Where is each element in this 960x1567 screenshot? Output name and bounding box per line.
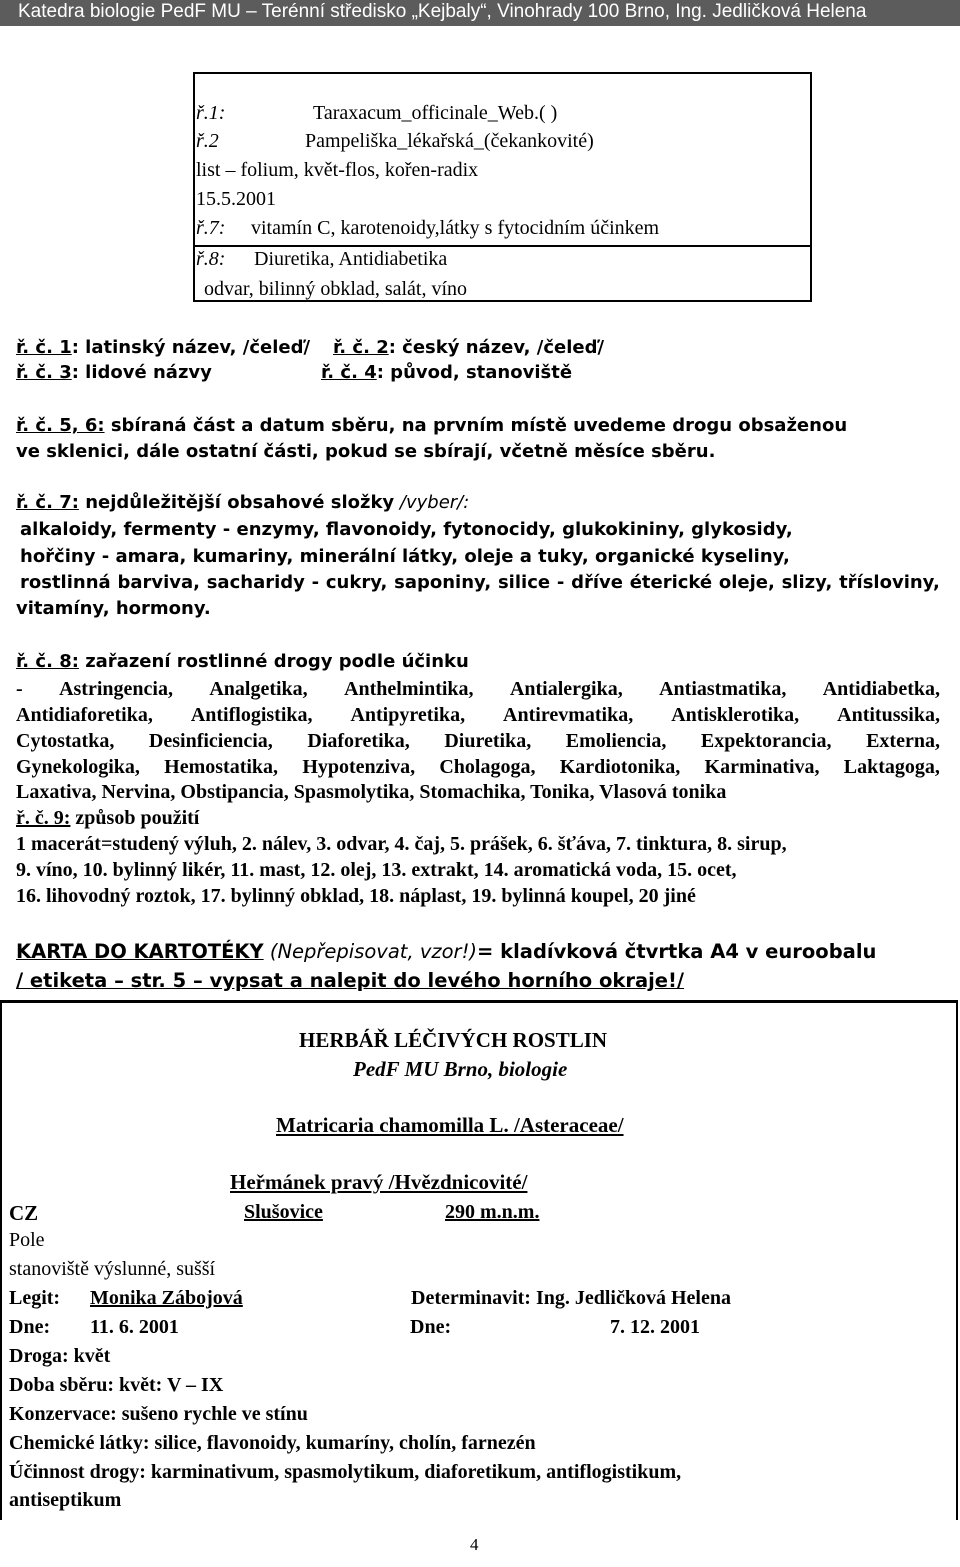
justified-word: Antidiaforetika, [16, 704, 153, 726]
section8-line2 [16, 704, 940, 727]
section8-line3 [16, 730, 940, 753]
justified-word: Cholagoga, [439, 756, 536, 778]
justified-word: Anthelmintika, [344, 678, 474, 700]
section7-heading: ř. č. 7: nejdůležitější obsahové složky /vyber/: [16, 492, 470, 513]
justified-word: Gynekologika, [16, 756, 140, 778]
label-czech-name: Heřmánek pravý /Hvězdnicovité/ [230, 1170, 528, 1194]
section9-line3: 16. lihovodný roztok, 17. bylinný obklad, 18. náplast, 19. bylinná koupel, 20 jiné [16, 885, 696, 907]
label-droga: Droga: květ [9, 1345, 111, 1367]
justified-word: - [556, 572, 565, 593]
label-dne2-value: 7. 12. 2001 [610, 1316, 700, 1338]
section8-line1 [16, 678, 940, 701]
justified-word: Desinficiencia, [148, 730, 273, 752]
justified-word: - [16, 678, 23, 700]
label-latin-name: Matricaria chamomilla L. /Asteraceae/ [276, 1113, 624, 1137]
justified-word: Antiflogistika, [190, 704, 313, 726]
justified-word: Antidiabetka, [822, 678, 940, 700]
legend-r4: ř. č. 4: původ, stanoviště [321, 362, 573, 383]
justified-word: cukry, [325, 572, 388, 593]
page-number: 4 [470, 1535, 479, 1554]
justified-word: saponiny, [394, 572, 492, 593]
justified-word: Antialergika, [509, 678, 623, 700]
section7-line3 [20, 572, 940, 593]
page-header [0, 0, 960, 26]
karta-line2: / etiketa – str. 5 – vypsat a nalepit do levého horního okraje!/ [16, 969, 685, 992]
section9-line2: 9. víno, 10. bylinný likér, 11. mast, 12. olej, 13. extrakt, 14. aromatická voda, 15. ocet, [16, 859, 737, 881]
justified-word: Expektorancia, [700, 730, 832, 752]
section8-line4 [16, 756, 940, 779]
section9-heading: ř. č. 9: způsob použití [16, 807, 200, 829]
label-altitude: 290 m.n.m. [445, 1201, 540, 1223]
section7-line2: hořčiny - amara, kumariny, minerální látky, oleje a tuky, organické kyseliny, [20, 546, 790, 567]
r1-value: Taraxacum_officinale_Web.( ) [313, 102, 558, 124]
label-ucinnost-line1: Účinnost drogy: karminativum, spasmolytikum, diaforetikum, antiflogistikum, [9, 1461, 682, 1483]
label-legit-name: Monika Zábojová [90, 1287, 243, 1309]
legend-r3: ř. č. 3: lidové názvy [16, 362, 212, 383]
r7-label: ř.7: [196, 217, 226, 239]
justified-word: sacharidy [206, 572, 305, 593]
label-doba-sberu: Doba sběru: květ: V – IX [9, 1374, 224, 1396]
justified-word: Astringencia, [59, 678, 173, 700]
justified-word: Antirevmatika, [503, 704, 634, 726]
justified-word: slizy, [781, 572, 833, 593]
justified-word: silice [497, 572, 551, 593]
section7-line4: vitamíny, hormony. [16, 598, 211, 619]
justified-word: Hemostatika, [164, 756, 279, 778]
label-habitat1: Pole [9, 1229, 45, 1251]
justified-word: Diuretika, [444, 730, 532, 752]
record-divider [193, 245, 812, 247]
label-legit-label: Legit: [9, 1287, 61, 1309]
justified-word: třísloviny, [839, 572, 940, 593]
justified-word: Laktagoga, [843, 756, 940, 778]
legend-r56-line1: ř. č. 5, 6: sbíraná část a datum sběru, na prvním místě uvedeme drogu obsaženou [16, 415, 848, 436]
justified-word: oleje, [718, 572, 775, 593]
legend-r1: ř. č. 1: latinský název, /čeleď/ [16, 337, 311, 358]
label-locality: Slušovice [244, 1201, 323, 1223]
label-dne2-label: Dne: [410, 1316, 452, 1338]
label-dne1-label: Dne: [9, 1316, 51, 1338]
label-dne1-value: 11. 6. 2001 [90, 1316, 179, 1338]
legend-r56-line2: ve sklenici, dále ostatní části, pokud se sbírají, včetně měsíce sběru. [16, 441, 716, 462]
section9-line1: 1 macerát=studený výluh, 2. nálev, 3. odvar, 4. čaj, 5. prášek, 6. šťáva, 7. tinktura, 8. sirup, [16, 833, 787, 855]
justified-word: Emoliencia, [565, 730, 667, 752]
justified-word: Antiastmatika, [659, 678, 787, 700]
r8-label: ř.8: [196, 248, 226, 270]
r4-line: 15.5.2001 [196, 188, 276, 210]
justified-word: Kardiotonika, [559, 756, 681, 778]
justified-word: Cytostatka, [16, 730, 115, 752]
r8-value: Diuretika, Antidiabetika [254, 248, 448, 270]
label-chemicke-latky: Chemické látky: silice, flavonoidy, kumaríny, cholín, farnezén [9, 1432, 536, 1454]
label-ucinnost-line2: antiseptikum [9, 1489, 122, 1511]
justified-word: rostlinná [20, 572, 111, 593]
justified-word: Antitussika, [837, 704, 940, 726]
justified-word: - [311, 572, 320, 593]
section8-heading: ř. č. 8: zařazení rostlinné drogy podle účinku [16, 651, 469, 672]
justified-word: Karminativa, [704, 756, 820, 778]
r2-label: ř.2 [196, 130, 219, 152]
label-habitat2: stanoviště výslunné, sušší [9, 1258, 216, 1280]
justified-word: Externa, [866, 730, 940, 752]
r1-label: ř.1: [196, 102, 226, 124]
justified-word: éterické [629, 572, 713, 593]
header-text: Katedra biologie PedF MU – Terénní středisko „Kejbaly“, Vinohrady 100 Brno, Ing. Jedličková Helena [18, 1, 867, 22]
justified-word: Hypotenziva, [302, 756, 416, 778]
section8-line5: Laxativa, Nervina, Obstipancia, Spasmolytika, Stomachika, Tonika, Vlasová tonika [16, 781, 727, 803]
justified-word: Analgetika, [209, 678, 308, 700]
label-determinavit: Determinavit: Ing. Jedličková Helena [411, 1287, 731, 1309]
legend-r2: ř. č. 2: český název, /čeleď/ [333, 337, 605, 358]
r7-value: vitamín C, karotenoidy,látky s fytocidním účinkem [251, 217, 660, 239]
justified-word: barviva, [117, 572, 200, 593]
label-title: HERBÁŘ LÉČIVÝCH ROSTLIN [299, 1028, 608, 1052]
justified-word: dříve [571, 572, 623, 593]
justified-word: Antipyretika, [350, 704, 466, 726]
r8-line2: odvar, bilinný obklad, salát, víno [204, 278, 468, 300]
r2-value: Pampeliška_lékařská_(čekankovité) [305, 130, 594, 152]
justified-word: Antisklerotika, [671, 704, 800, 726]
justified-word: Diaforetika, [307, 730, 410, 752]
karta-line1: KARTA DO KARTOTÉKY (Nepřepisovat, vzor!)= kladívková čtvrtka A4 v euroobalu [16, 940, 877, 963]
section7-line1: alkaloidy, fermenty - enzymy, flavonoidy, fytonocidy, glukokininy, glykosidy, [20, 519, 793, 540]
label-country: CZ [9, 1201, 39, 1225]
label-konzervace: Konzervace: sušeno rychle ve stínu [9, 1403, 308, 1425]
r3-line: list – folium, květ-flos, kořen-radix [196, 159, 479, 181]
label-subtitle: PedF MU Brno, biologie [353, 1057, 568, 1081]
